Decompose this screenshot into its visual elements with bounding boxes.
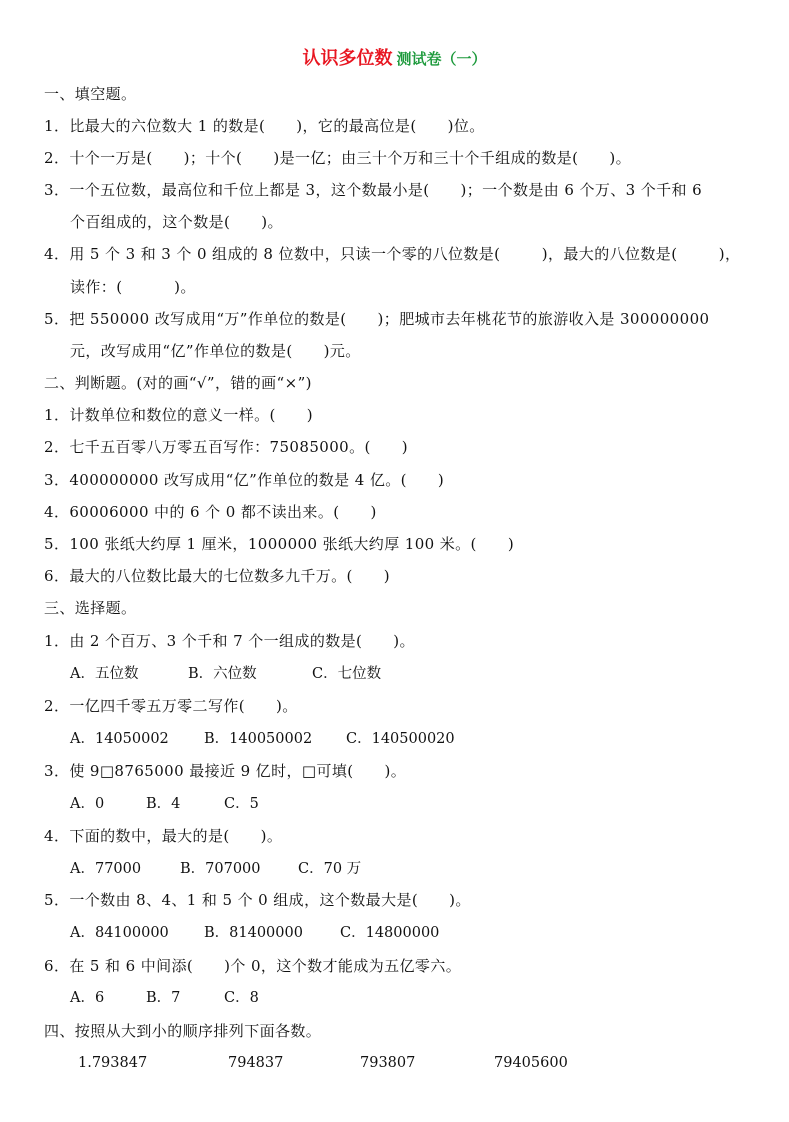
number-2: 794837 xyxy=(228,1055,284,1071)
page-title xyxy=(0,44,789,70)
choice-4-option-b: B．707000 xyxy=(180,861,261,877)
section3-heading: 三、选择题。 xyxy=(44,599,137,617)
choice-question-6: 6．在 5 和 6 中间添( )个 0，这个数才能成为五亿零六。 xyxy=(44,957,462,975)
number-4: 79405600 xyxy=(494,1055,568,1071)
choice-6-option-b: B．7 xyxy=(146,990,181,1006)
choice-4-option-a: A．77000 xyxy=(70,861,142,877)
choice-question-1: 1．由 2 个百万、3 个千和 7 个一组成的数是( )。 xyxy=(44,632,415,650)
fill-question-3-line1: 3．一个五位数，最高位和千位上都是 3，这个数最小是( )；一个数是由 6 个万、3 个千和 6 xyxy=(44,181,703,199)
choice-5-option-b: B．81400000 xyxy=(204,925,303,941)
choice-6-option-c: C．8 xyxy=(224,990,259,1006)
number-1: 1.793847 xyxy=(78,1055,148,1071)
choice-1-option-c: C．七位数 xyxy=(312,666,382,682)
choice-4-option-c: C．70 万 xyxy=(298,861,362,877)
choice-3-option-b: B．4 xyxy=(146,796,181,812)
choice-2-option-a: A．14050002 xyxy=(70,731,169,747)
title-main: 认识多位数 xyxy=(302,48,393,69)
choice-1-option-b: B．六位数 xyxy=(188,666,257,682)
choice-3-option-a: A．0 xyxy=(70,796,105,812)
choice-question-5: 5．一个数由 8、4、1 和 5 个 0 组成，这个数最大是( )。 xyxy=(44,891,471,909)
fill-question-5-line2: 元，改写成用“亿”作单位的数是( )元。 xyxy=(70,342,361,360)
judge-question-5: 5．100 张纸大约厚 1 厘米，1000000 张纸大约厚 100 米。( ) xyxy=(44,535,515,553)
choice-question-3: 3．使 9□8765000 最接近 9 亿时，□可填( )。 xyxy=(44,762,407,780)
fill-question-5-line1: 5．把 550000 改写成用“万”作单位的数是( )；肥城市去年桃花节的旅游收入是 300000000 xyxy=(44,310,710,328)
fill-question-4-line2: 读作：( )。 xyxy=(70,278,196,296)
judge-question-6: 6．最大的八位数比最大的七位数多九千万。( ) xyxy=(44,567,391,585)
section2-heading: 二、判断题。(对的画“√”，错的画“×”) xyxy=(44,374,312,392)
choice-question-4: 4．下面的数中，最大的是( )。 xyxy=(44,827,283,845)
title-sub: 测试卷（一） xyxy=(396,50,487,68)
fill-question-1: 1．比最大的六位数大 1 的数是( )，它的最高位是( )位。 xyxy=(44,117,485,135)
fill-question-3-line2: 个百组成的，这个数是( )。 xyxy=(70,213,283,231)
fill-question-4-line1: 4．用 5 个 3 和 3 个 0 组成的 8 位数中，只读一个零的八位数是( )，最大的八位数是( )， xyxy=(44,245,741,263)
choice-2-option-b: B．140050002 xyxy=(204,731,313,747)
fill-question-2: 2．十个一万是( )；十个( )是一亿；由三十个万和三十个千组成的数是( )。 xyxy=(44,149,632,167)
section4-heading: 四、按照从大到小的顺序排列下面各数。 xyxy=(44,1022,322,1040)
number-3: 793807 xyxy=(360,1055,416,1071)
judge-question-1: 1．计数单位和数位的意义一样。( ) xyxy=(44,406,314,424)
choice-3-option-c: C．5 xyxy=(224,796,259,812)
section1-heading: 一、填空题。 xyxy=(44,85,137,103)
judge-question-4: 4．60006000 中的 6 个 0 都不读出来。( ) xyxy=(44,503,377,521)
choice-question-2: 2．一亿四千零五万零二写作( )。 xyxy=(44,697,298,715)
judge-question-2: 2．七千五百零八万零五百写作：75085000。( ) xyxy=(44,438,409,456)
choice-2-option-c: C．140500020 xyxy=(346,731,455,747)
judge-question-3: 3．400000000 改写成用“亿”作单位的数是 4 亿。( ) xyxy=(44,471,445,489)
choice-5-option-c: C．14800000 xyxy=(340,925,440,941)
choice-6-option-a: A．6 xyxy=(70,990,105,1006)
choice-1-option-a: A．五位数 xyxy=(70,666,139,682)
choice-5-option-a: A．84100000 xyxy=(70,925,169,941)
